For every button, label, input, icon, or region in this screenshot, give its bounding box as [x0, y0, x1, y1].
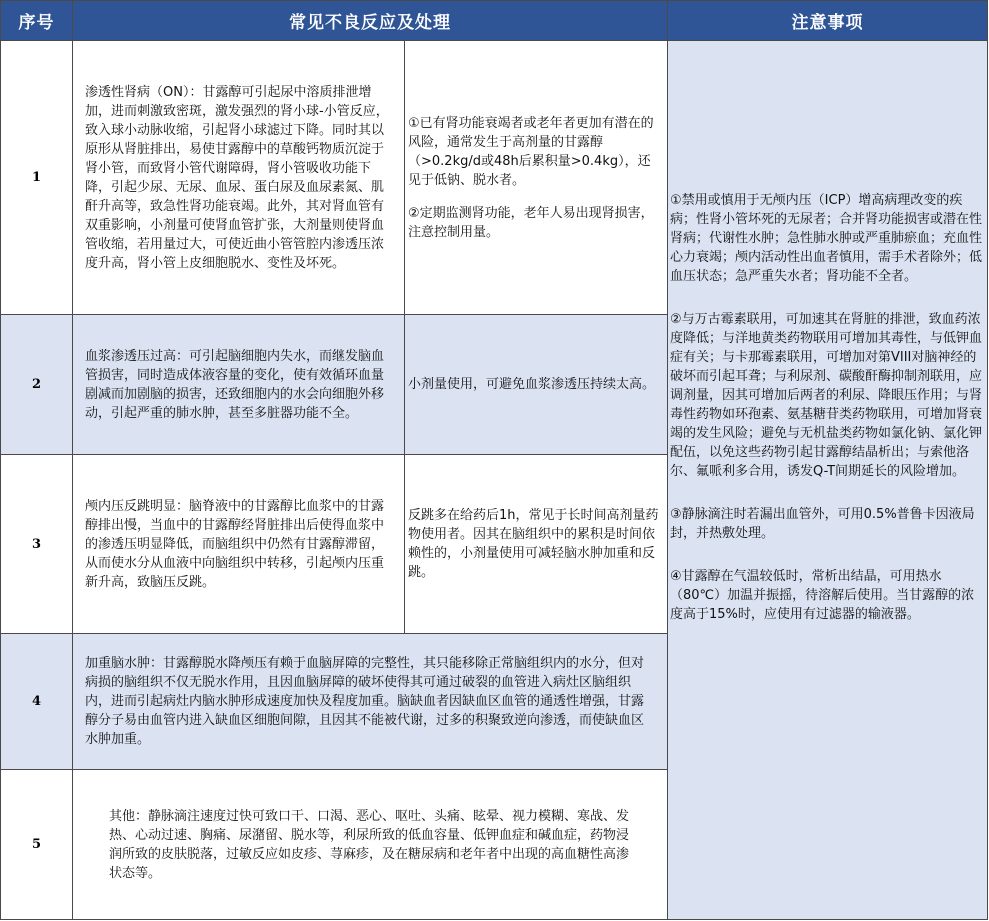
handling-text: 反跳多在给药后1h，常见于长时间高剂量药物使用者。因其在脑组织中的累积是时间依赖性的，小剂量使用可减轻脑水肿加重和反跳。: [408, 508, 659, 580]
handling-cell: [405, 315, 668, 455]
reaction-cell: [73, 634, 668, 770]
notes-cell: [668, 41, 988, 920]
reaction-text: 其他：静脉滴注速度过快可致口干、口渴、恶心、呕吐、头痛、眩晕、视力模糊、寒战、发热、心动过速、胸痛、尿潴留、脱水等，利尿所致的低血容量、低钾血症和碱血症，药物浸润所致的皮肤脱落，过敏反应如皮疹、荨麻疹，及在糖尿病和老年者中出现的高血糖性高渗状态等。: [109, 808, 630, 881]
handling-text: 小剂量使用，可避免血浆渗透压持续太高。: [408, 377, 656, 392]
reaction-cell: [73, 41, 405, 315]
handling-text: ①已有肾功能衰竭者或老年者更加有潜在的风险，通常发生于高剂量的甘露醇（>0.2kg/d或48h后累积量>0.4kg），还见于低钠、脱水者。: [408, 115, 654, 188]
reaction-cell: [73, 770, 668, 920]
reaction-cell: [73, 455, 405, 634]
handling-cell: [405, 41, 668, 315]
row-number: 1: [1, 41, 73, 315]
reaction-cell: [73, 315, 405, 455]
handling-text: ②定期监测肾功能，老年人易出现肾损害，注意控制用量。: [408, 205, 654, 240]
row-number: 2: [1, 315, 73, 455]
header-serial-number: 序号: [1, 1, 73, 41]
row-number: 4: [1, 634, 73, 770]
reaction-text: 加重脑水肿：甘露醇脱水降颅压有赖于血脑屏障的完整性，其只能移除正常脑组织内的水分，但对病损的脑组织不仅无脱水作用，且因血脑屏障的破坏使得其可通过破裂的血管进入病灶区脑组织内，进而引起病灶内脑水肿形成速度加快及程度加重。脑缺血者因缺血区血管的通透性增强，甘露醇分子易由血管内进入缺血区细胞间隙，且因其不能被代谢，过多的积聚致逆向渗透，而使缺血区水肿加重。: [85, 656, 645, 747]
note-item: ③静脉滴注时若漏出血管外，可用0.5%普鲁卡因液局封，并热敷处理。: [670, 507, 975, 541]
note-item: ①禁用或慎用于无颅内压（ICP）增高病理改变的疾病；性肾小管坏死的无尿者；合并肾功能损害或潜在性肾病；代谢性水肿；急性肺水肿或严重肺瘀血；充血性心力衰竭；颅内活动性出血者慎用，需手术者除外；低血压状态；急严重失水者；肾功能不全者。: [670, 193, 983, 284]
reaction-text: 渗透性肾病（ON）：甘露醇可引起尿中溶质排泄增加，进而刺激致密斑，激发强烈的肾小球-小管反应，致入球小动脉收缩，引起肾小球滤过下降。同时其以原形从肾脏排出，易使甘露醇中的草酸钙物质沉淀于肾小管，而致肾小管代谢障碍，肾小管吸收功能下降，引起少尿、无尿、血尿、蛋白尿及血尿素氮、肌酐升高等，致急性肾功能衰竭。此外，其对肾血管有双重影响，小剂量可使肾血管扩张，大剂量则使肾血管收缩，若用量过大，可使近曲小管管腔内渗透压浓度升高，肾小管上皮细胞脱水、变性及坏死。: [85, 84, 389, 271]
row-number: 5: [1, 770, 73, 920]
row-number: 3: [1, 455, 73, 634]
handling-cell: [405, 455, 668, 634]
note-item: ②与万古霉素联用，可加速其在肾脏的排泄，致血药浓度降低；与洋地黄类药物联用可增加其毒性，与低钾血症有关；与卡那霉素联用，可增加对第VIII对脑神经的破坏而引起耳聋；与利尿剂、碳酸酐酶抑制剂联用，应调剂量，因其可增加后两者的利尿、降眼压作用；与肾毒性药物如环孢素、氨基糖苷类药物联用，可增加肾衰竭的发生风险；避免与无机盐类药物如氯化钠、氯化钾配伍，以免这些药物引起甘露醇结晶析出；与索他洛尔、氟哌利多合用，诱发Q-T间期延长的风险增加。: [670, 312, 983, 479]
header-row: [1, 1, 988, 41]
header-notes: 注意事项: [668, 1, 988, 41]
reaction-text: 血浆渗透压过高：可引起脑细胞内失水，而继发脑血管损害，同时造成体液容量的变化，使有效循环血量剧减而加剧脑的损害，还致细胞内的水会向细胞外移动，引起严重的肺水肿，甚至多脏器功能不全。: [85, 348, 385, 421]
header-adverse-reactions: 常见不良反应及处理: [73, 1, 668, 41]
table-row: [1, 41, 988, 315]
note-item: ④甘露醇在气温较低时，常析出结晶，可用热水（80℃）加温并振摇，待溶解后使用。当甘露醇的浓度高于15%时，应使用有过滤器的输液器。: [670, 569, 975, 622]
reaction-text: 颅内压反跳明显：脑脊液中的甘露醇比血浆中的甘露醇排出慢，当血中的甘露醇经肾脏排出后使得血浆中的渗透压明显降低，而脑组织中仍然有甘露醇滞留，从而使水分从血液中向脑组织中转移，引起颅内压重新升高，致脑压反跳。: [85, 498, 385, 590]
